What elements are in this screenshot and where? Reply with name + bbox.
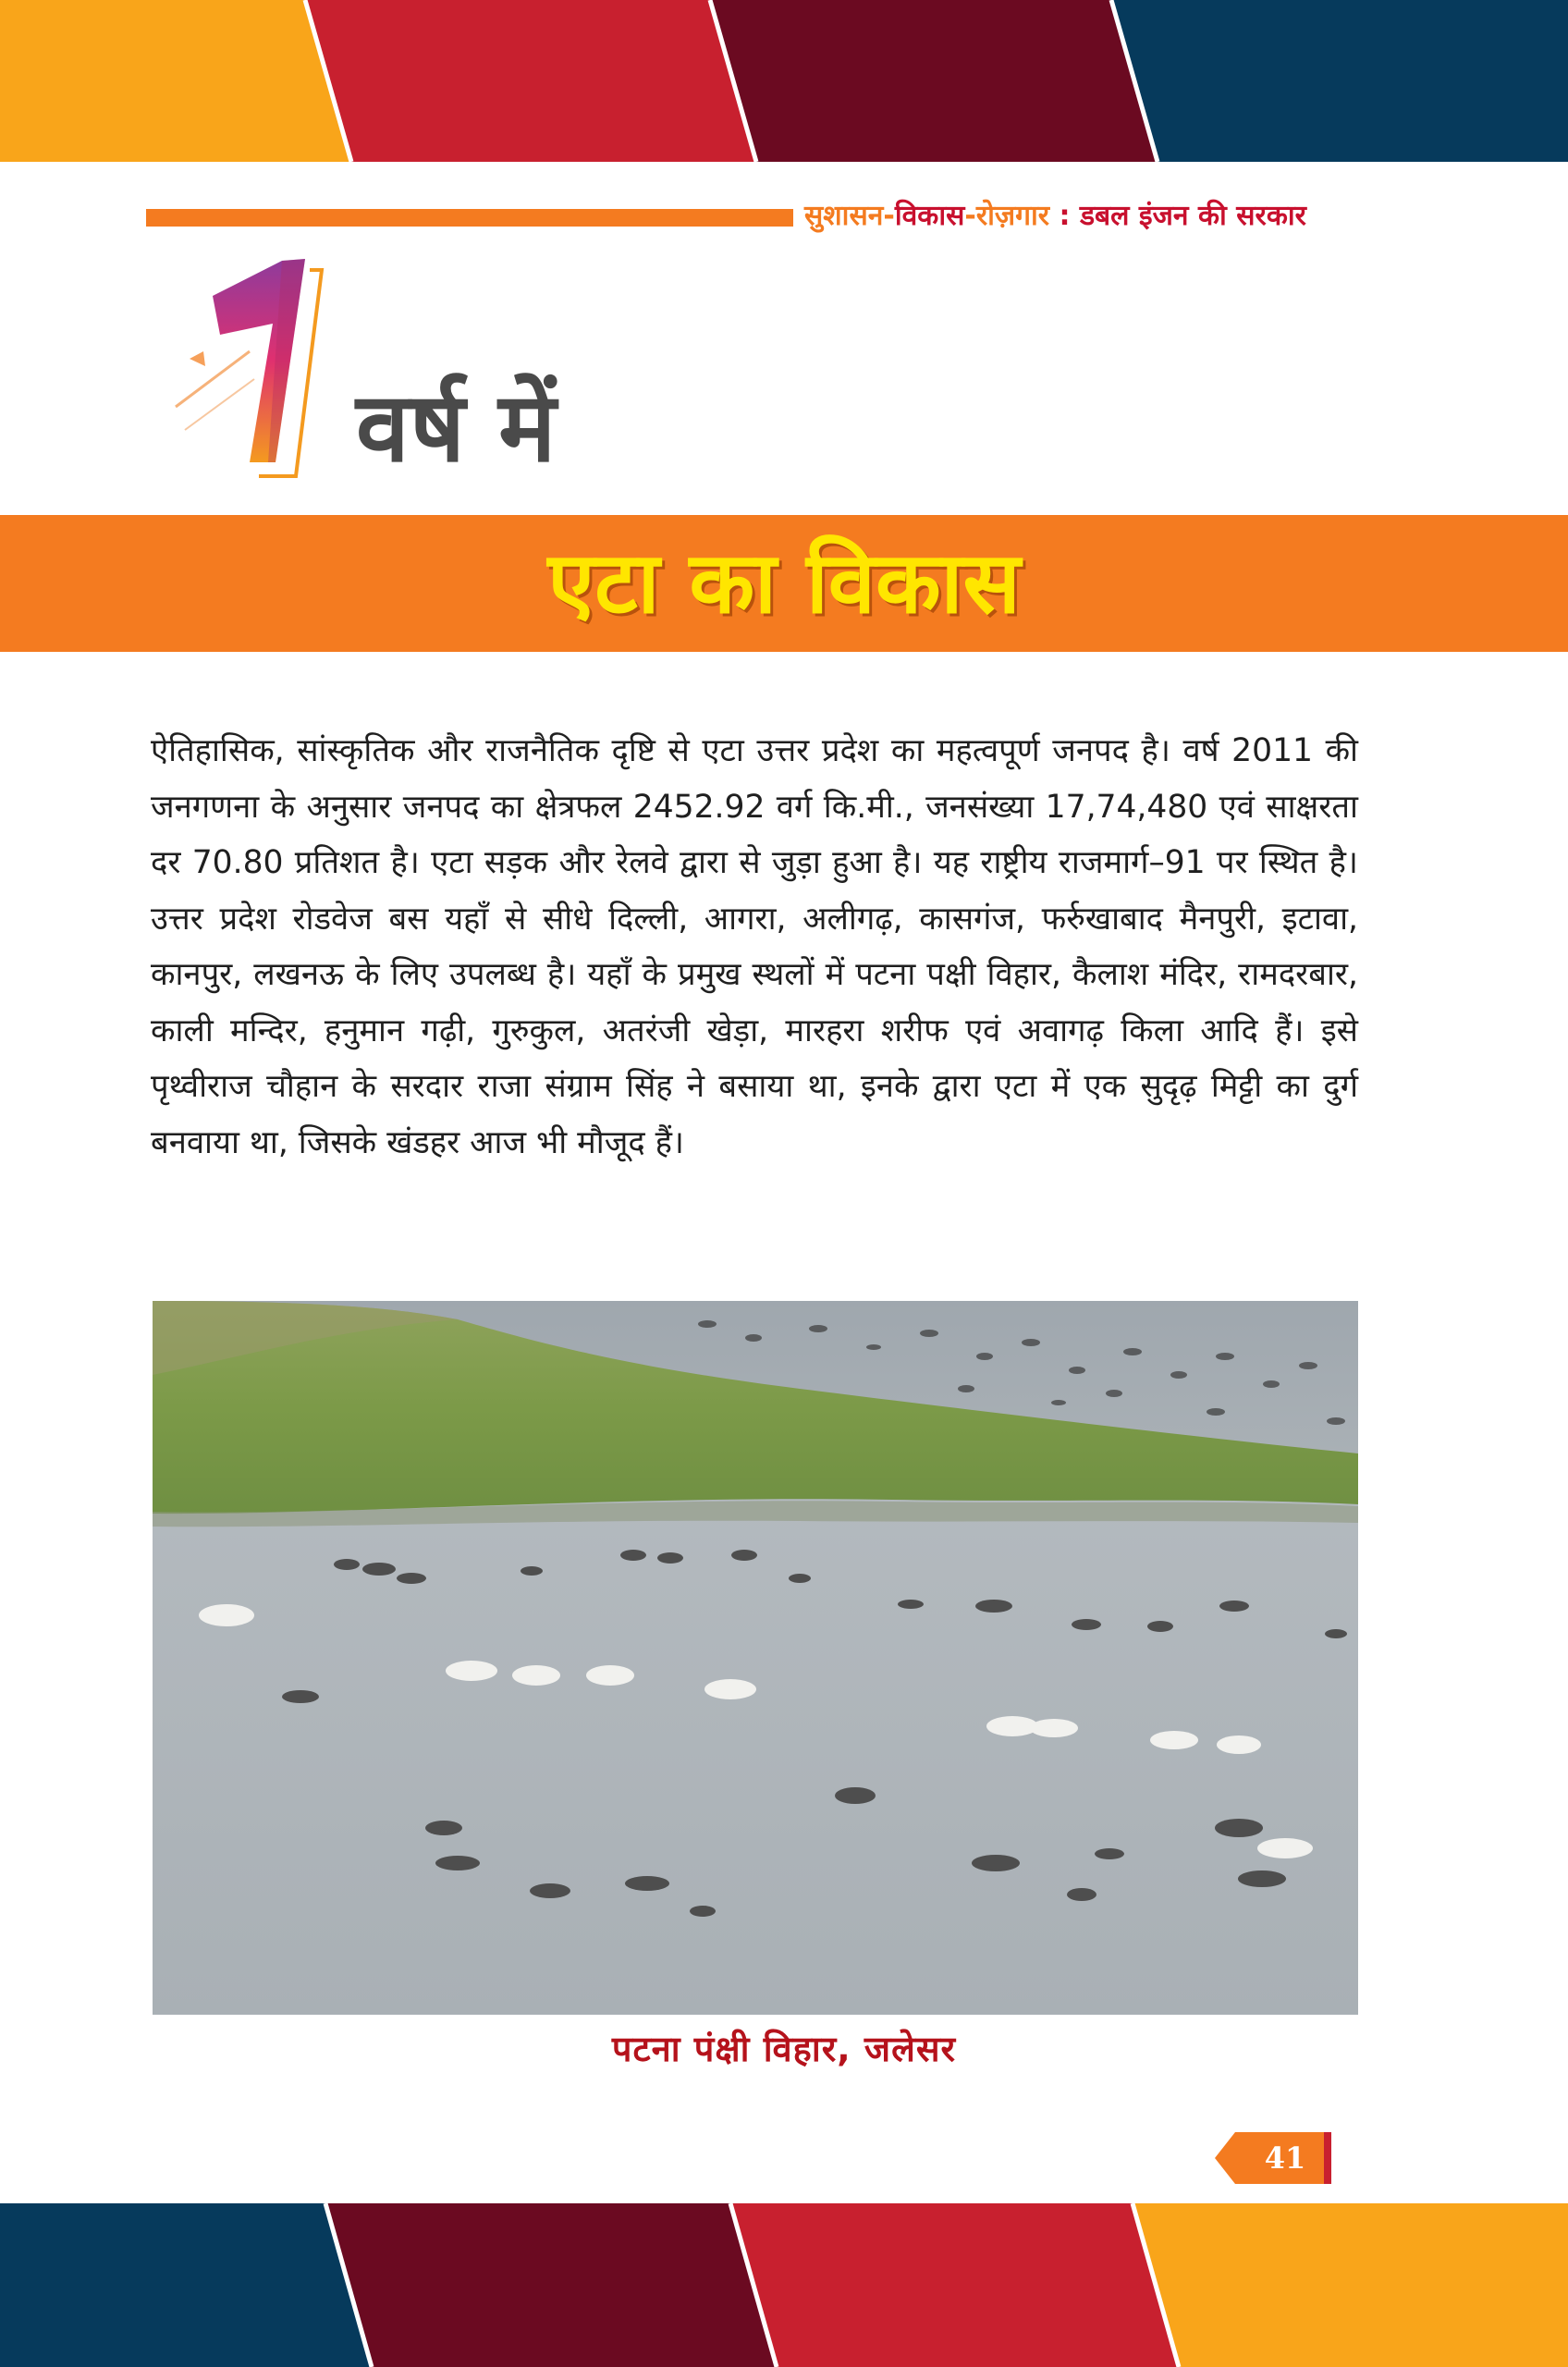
tagline-accent-bar: [146, 209, 793, 227]
footer-color-band: [0, 2203, 1568, 2367]
header-tagline: [804, 196, 1306, 237]
tagline-part-development: विकास: [894, 200, 965, 232]
tagline-part-employment: -रोज़गार: [964, 200, 1050, 232]
year-number-graphic: [166, 250, 351, 499]
year-in-label: वर्ष में: [356, 371, 557, 484]
header-color-band: [0, 0, 1568, 162]
page-number: 41: [1264, 2140, 1306, 2176]
page-title: एटा का विकास: [547, 533, 1021, 632]
tagline-part-governance: सुशासन-: [804, 200, 895, 232]
bird-sanctuary-photo: [153, 1301, 1358, 2015]
title-band: [0, 515, 1568, 652]
photo-caption: पटना पंक्षी विहार, जलेसर: [611, 2029, 957, 2069]
intro-paragraph: ऐतिहासिक, सांस्कृतिक और राजनैतिक दृष्टि से एटा उत्तर प्रदेश का महत्वपूर्ण जनपद है। वर्ष 2011 की जनगणना के अनुसार जनपद का क्षेत्रफल 2452.92 वर्ग कि.मी., जनसंख्या 17,74,480 एवं साक्षरता दर 70.80 प्रतिशत है। एटा सड़क और रेलवे द्वारा से जुड़ा हुआ है। यह राष्ट्रीय राजमार्ग–91 पर स्थित है। उत्तर प्रदेश रोडवेज बस यहाँ से सीधे दिल्ली, आगरा, अलीगढ़, कासगंज, फर्रुखाबाद मैनपुरी, इटावा, कानपुर, लखनऊ के लिए उपलब्ध है। यहाँ के प्रमुख स्थलों में पटना पक्षी विहार, कैलाश मंदिर, रामदरबार, काली मन्दिर, हनुमान गढ़ी, गुरुकुल, अतरंजी खेड़ा, मारहरा शरीफ एवं अवागढ़ किला आदि हैं। इसे पृथ्वीराज चौहान के सरदार राजा संग्राम सिंह ने बसाया था, इनके द्वारा एटा में एक सुदृढ़ मिट्टी का दुर्ग बनवाया था, जिसके खंडहर आज भी मौजूद हैं।: [151, 732, 1358, 1161]
tagline-part-double-engine: : डबल इंजन की सरकार: [1049, 200, 1306, 232]
